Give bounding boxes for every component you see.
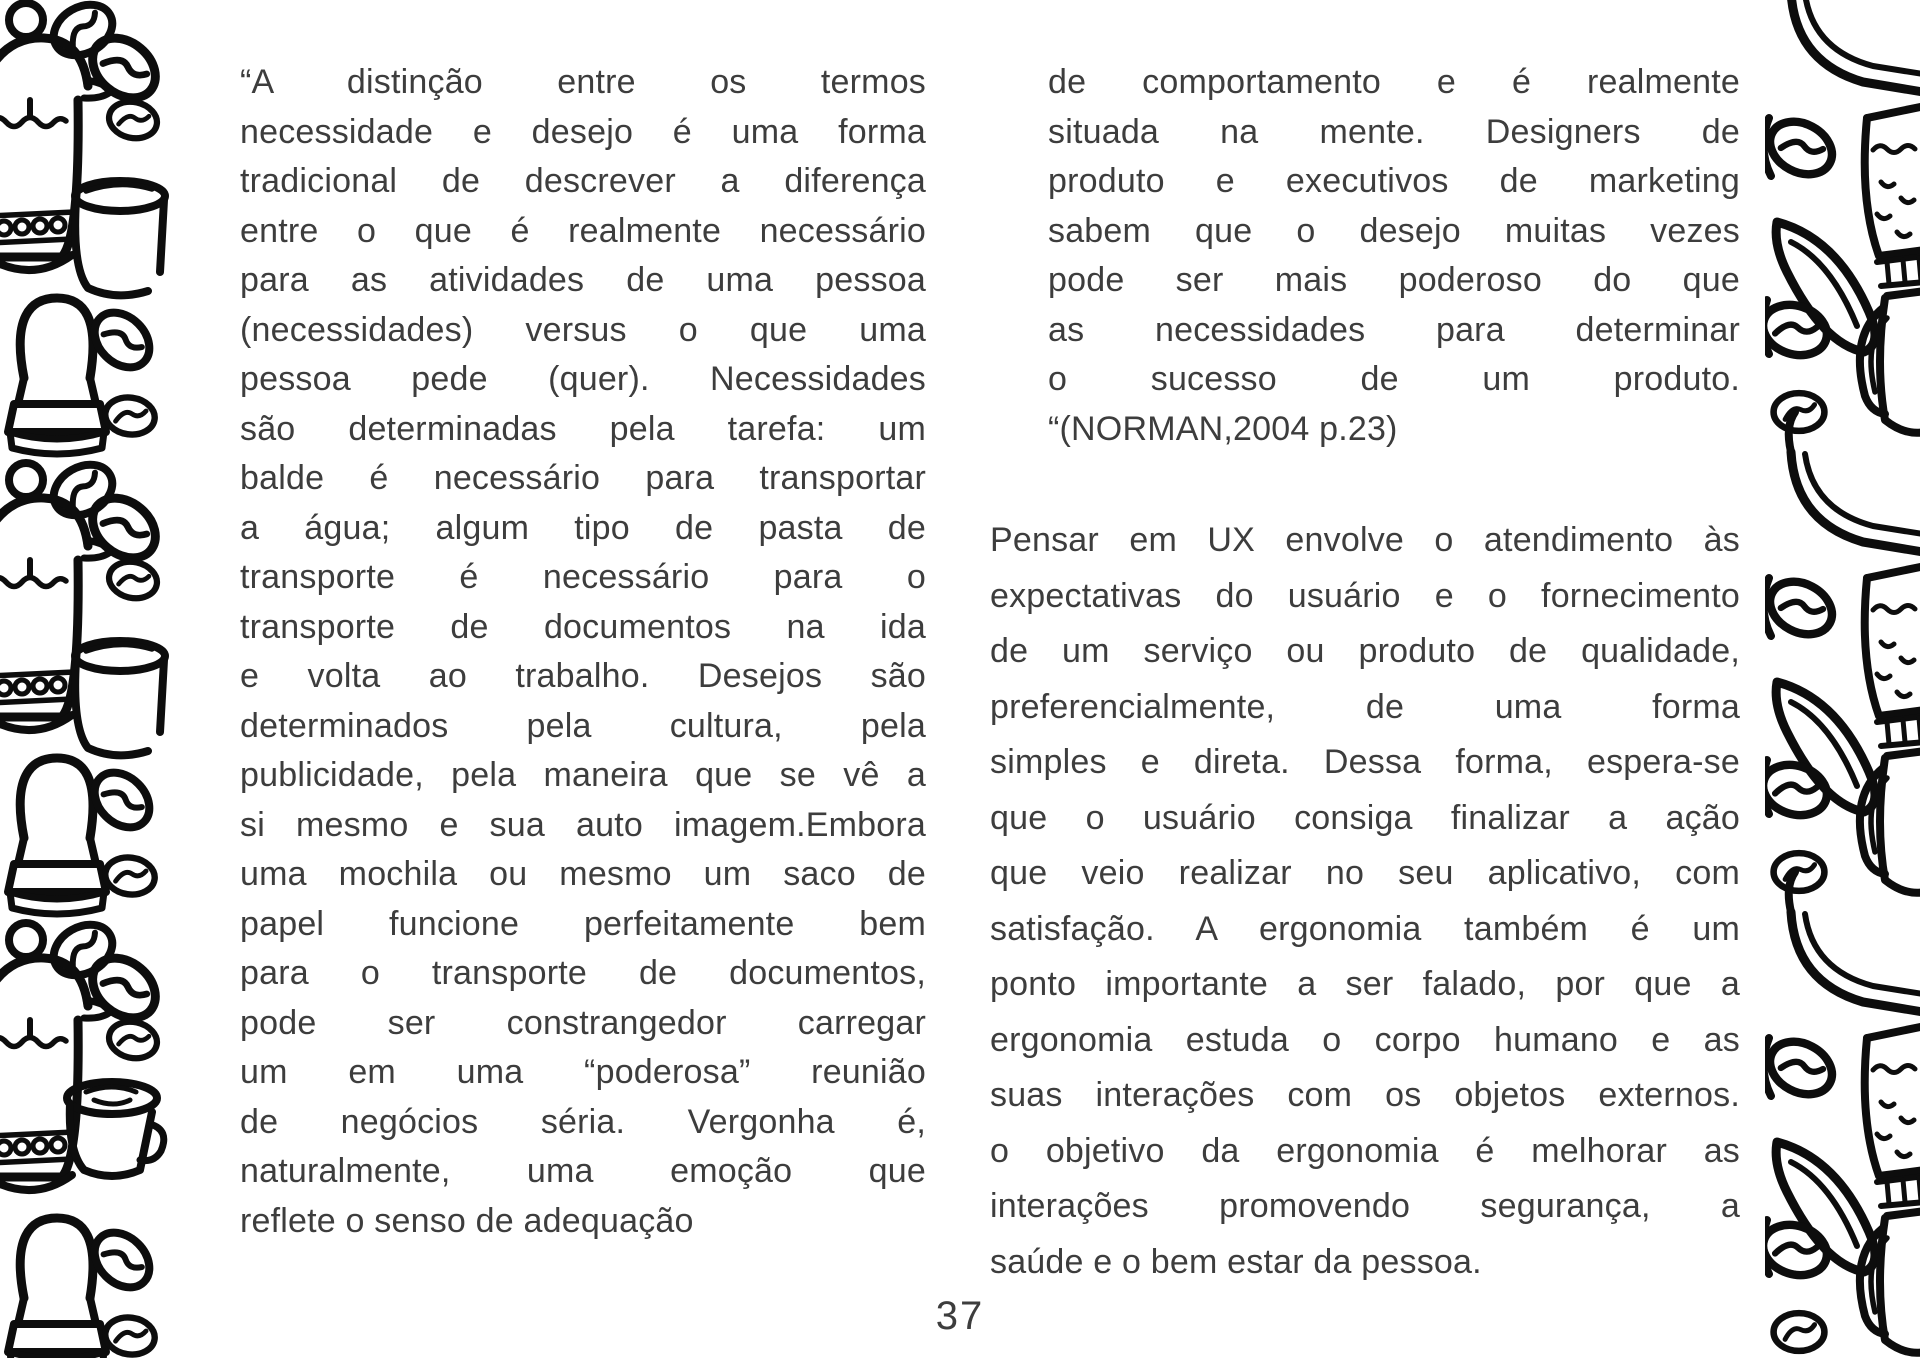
text-line: um em uma “poderosa” reunião	[240, 1053, 926, 1091]
text-line: o sucesso de um produto.	[1048, 360, 1740, 398]
text-line: saúde e o bem estar da pessoa.	[990, 1242, 1482, 1281]
text-line: entre o que é realmente necessário	[240, 211, 926, 250]
text-line: naturalmente, uma emoção que	[240, 1152, 926, 1190]
text-line: (necessidades) versus o que uma	[240, 310, 926, 349]
body-paragraph	[990, 513, 1740, 1290]
quote-column-left	[240, 58, 926, 1246]
text-line: tradicional de descrever a diferença	[240, 162, 926, 200]
text-line: Pensar em UX envolve o atendimento às	[990, 521, 1740, 559]
text-line: suas interações com os objetos externos.	[990, 1076, 1740, 1114]
text-line: ergonomia estuda o corpo humano e as	[990, 1020, 1740, 1059]
page-number: 37	[935, 1294, 985, 1338]
text-line: si mesmo e sua auto imagem.Embora	[240, 805, 926, 844]
text-line: de negócios séria. Vergonha é,	[240, 1102, 926, 1141]
text-line: “(NORMAN,2004 p.23)	[1048, 409, 1398, 448]
text-line: expectativas do usuário e o fornecimento	[990, 576, 1740, 615]
text-line: preferencialmente, de uma forma	[990, 687, 1740, 726]
text-line: produto e executivos de marketing	[1048, 162, 1740, 200]
text-line: pessoa pede (quer). Necessidades	[240, 360, 926, 398]
text-line: determinados pela cultura, pela	[240, 706, 926, 745]
text-line: reflete o senso de adequação	[240, 1201, 694, 1240]
text-line: a água; algum tipo de pasta de	[240, 508, 926, 547]
text-line: satisfação. A ergonomia também é um	[990, 909, 1740, 948]
coffee-doodles-right-border	[1765, 0, 1920, 1358]
text-line: de um serviço ou produto de qualidade,	[990, 632, 1740, 670]
text-line: ponto importante a ser falado, por que a	[990, 965, 1740, 1003]
text-line: interações promovendo segurança, a	[990, 1187, 1740, 1225]
text-line: as necessidades para determinar	[1048, 310, 1740, 349]
text-line: transporte de documentos na ida	[240, 607, 926, 646]
coffee-doodles-left-border	[0, 0, 170, 1358]
text-line: que o usuário consiga finalizar a ação	[990, 798, 1740, 837]
text-line: balde é necessário para transportar	[240, 459, 926, 497]
text-line: simples e direta. Dessa forma, espera-se	[990, 743, 1740, 781]
text-line: sabem que o desejo muitas vezes	[1048, 211, 1740, 250]
text-line: pode ser constrangedor carregar	[240, 1003, 926, 1042]
text-line: uma mochila ou mesmo um saco de	[240, 855, 926, 893]
text-line: são determinadas pela tarefa: um	[240, 409, 926, 448]
text-line: para as atividades de uma pessoa	[240, 261, 926, 299]
text-line: que veio realizar no seu aplicativo, com	[990, 854, 1740, 892]
text-line: papel funcione perfeitamente bem	[240, 904, 926, 943]
text-line: para o transporte de documentos,	[240, 954, 926, 992]
text-line: o objetivo da ergonomia é melhorar as	[990, 1131, 1740, 1170]
text-line: situada na mente. Designers de	[1048, 112, 1740, 151]
text-line: e volta ao trabalho. Desejos são	[240, 657, 926, 695]
text-line: transporte é necessário para o	[240, 558, 926, 596]
text-line: publicidade, pela maneira que se vê a	[240, 756, 926, 794]
quote-continuation	[1048, 58, 1740, 454]
text-line: pode ser mais poderoso do que	[1048, 261, 1740, 299]
text-line: necessidade e desejo é uma forma	[240, 112, 926, 151]
text-line: de comportamento e é realmente	[1048, 63, 1740, 101]
text-line: “A distinção entre os termos	[240, 63, 926, 101]
column-right	[990, 58, 1740, 1290]
